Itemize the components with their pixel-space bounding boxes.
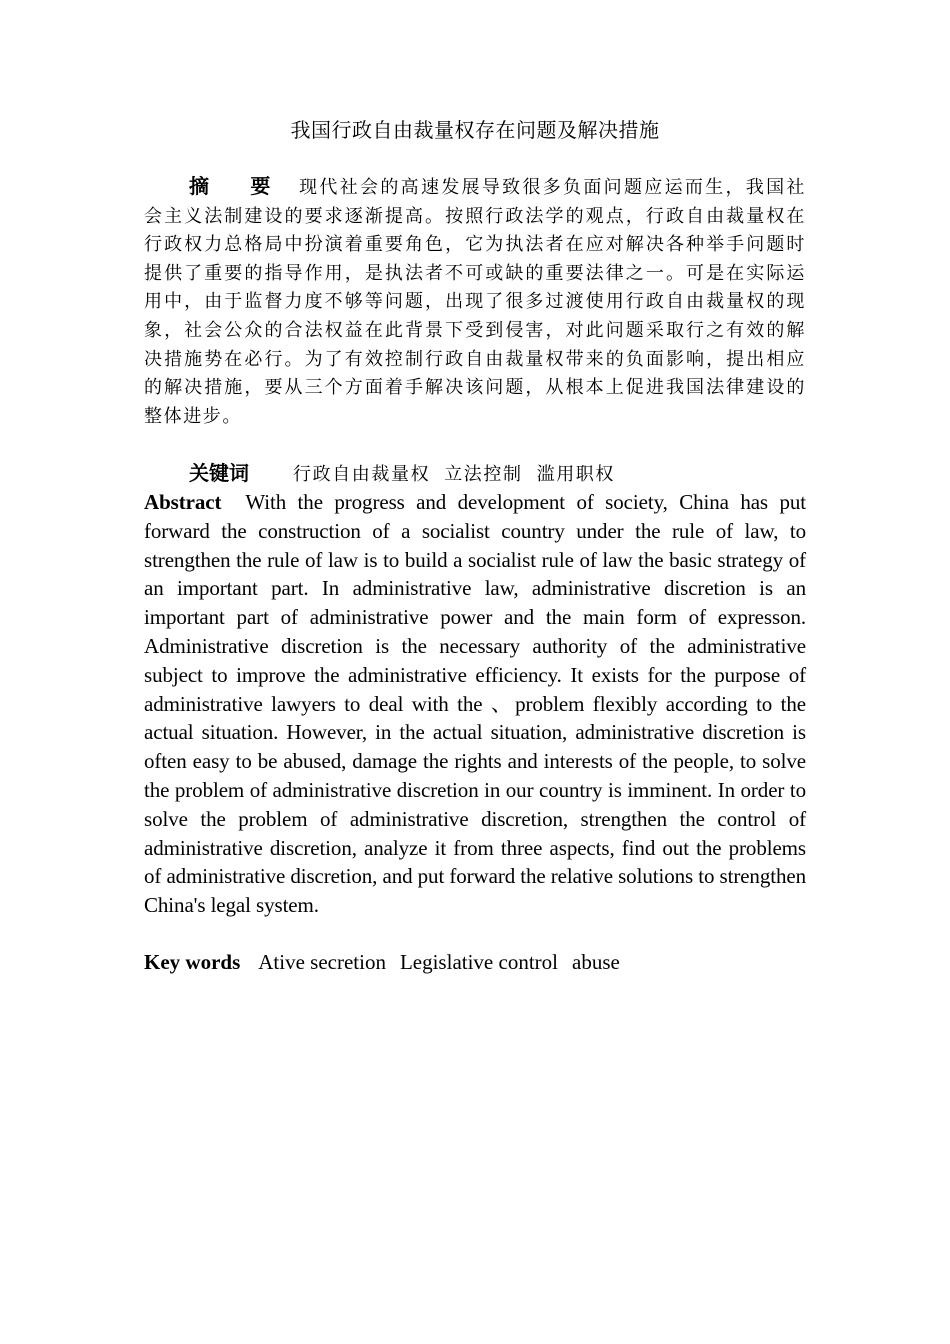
chinese-keyword-1: 行政自由裁量权 <box>293 464 431 485</box>
english-keyword-1: Ative secretion <box>258 950 386 974</box>
english-abstract-label: Abstract <box>144 490 222 514</box>
english-keywords <box>144 948 806 977</box>
english-abstract-text: With the progress and development of society, China has put forward the construction of a socialist country under the rule of law, to strengthen the rule of law is to build a socialist rule of law the basic strategy of an important part. In administrative law, administrative discretion is an important part of administrative power and the main form of expresson. Administrative discretion is the necessary authority of the administrative subject to improve the administrative efficiency. It exists for the purpose of administrative lawyers to deal with the 、problem flexibly according to the actual situation. However, in the actual situation, administrative discretion is often easy to be abused, damage the rights and interests of the people, to solve the problem of administrative discretion in our country is imminent. In order to solve the problem of administrative discretion, strengthen the control of administrative discretion, analyze it from three aspects, find out the problems of administrative discretion, and put forward the relative solutions to strengthen China's legal system. <box>144 490 806 918</box>
chinese-keywords <box>144 459 806 489</box>
document-title: 我国行政自由裁量权存在问题及解决措施 <box>290 118 660 142</box>
english-keyword-3: abuse <box>572 950 620 974</box>
chinese-abstract-text: 现代社会的高速发展导致很多负面问题应运而生，我国社会主义法制建设的要求逐渐提高。按照行政法学的观点，行政自由裁量权在行政权力总格局中扮演着重要角色，它为执法者在应对解决各种举手问题时提供了重要的指导作用，是执法者不可或缺的重要法律之一。可是在实际运用中，由于监督力度不够等问题，出现了很多过渡使用行政自由裁量权的现象，社会公众的合法权益在此背景下受到侵害，对此问题采取行之有效的解决措施势在必行。为了有效控制行政自由裁量权带来的负面影响，提出相应的解决措施，要从三个方面着手解决该问题，从根本上促进我国法律建设的整体进步。 <box>144 177 807 427</box>
chinese-keyword-2: 立法控制 <box>444 464 523 485</box>
english-abstract <box>144 488 806 920</box>
english-keyword-2: Legislative control <box>399 950 558 974</box>
chinese-keyword-3: 滥用职权 <box>536 464 616 485</box>
chinese-abstract <box>144 172 806 431</box>
chinese-abstract-label: 摘 要 <box>189 174 282 198</box>
chinese-keywords-label: 关键词 <box>189 461 249 485</box>
english-keywords-label: Key words <box>144 950 241 974</box>
